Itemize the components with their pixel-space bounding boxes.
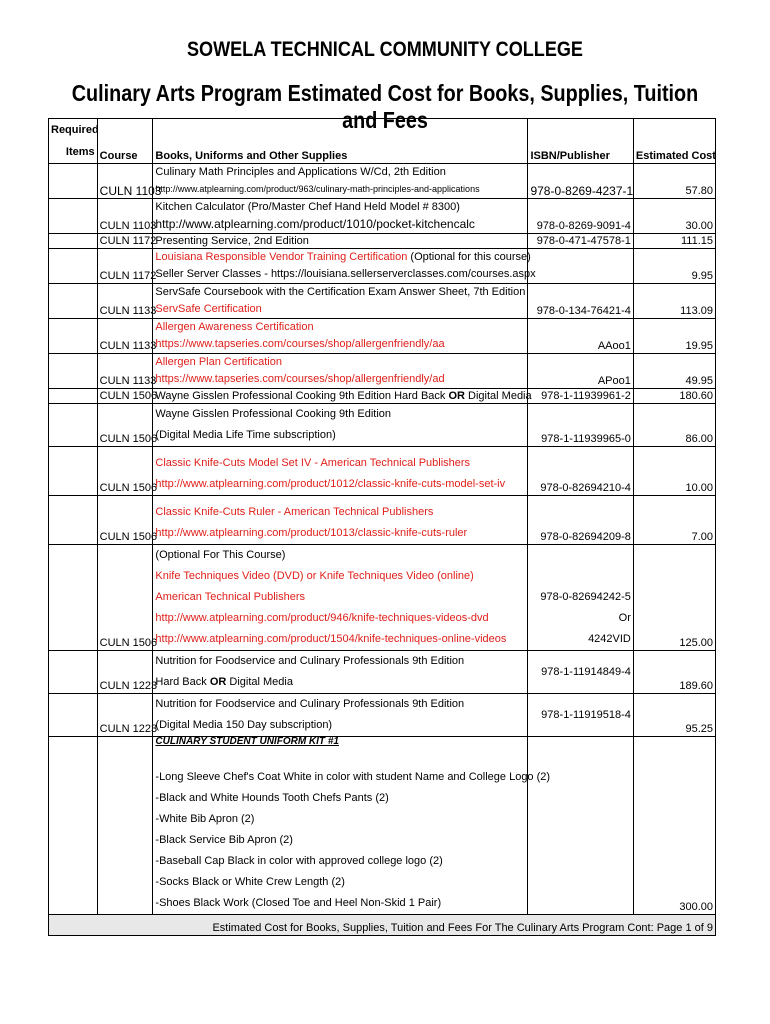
course-code: CULN 1103 [97,164,153,199]
isbn: 978-0-82694210-4 [528,447,633,496]
table-row [49,496,716,545]
isbn: 978-0-471-47578-1 [528,234,633,249]
isbn: 978-0-82694242-5 [540,591,631,603]
table-row [49,737,716,915]
header-required: Required [51,124,99,136]
course-code: CULN 1133 [97,319,153,354]
cost: 189.60 [633,651,715,694]
cost: 19.95 [633,319,715,354]
list-item: -Socks Black or White Crew Length (2) [155,876,345,888]
isbn: 978-0-82694209-8 [528,496,633,545]
item-title: Nutrition for Foodservice and Culinary Professionals 9th Edition [155,655,465,667]
isbn: 978-1-11919518-4 [528,694,633,737]
item-title: Allergen Awareness Certification [155,321,314,333]
college-title: SOWELA TECHNICAL COMMUNITY COLLEGE [186,38,583,61]
footer-row [49,915,716,936]
table-row [49,199,716,234]
header-items: Items [65,146,95,158]
item-link[interactable]: https://www.tapseries.com/courses/shop/allergenfriendly/ad [155,373,445,385]
list-item: -Black Service Bib Apron (2) [155,834,293,846]
item-link[interactable]: Seller Server Classes - https://louisiana.sellerserverclasses.com/courses.aspx [155,268,536,280]
item-title: Nutrition for Foodservice and Culinary Professionals 9th Edition [155,698,465,710]
item-title: Presenting Service, 2nd Edition [153,234,528,249]
list-item: -Long Sleeve Chef's Coat White in color with student Name and College Logo (2) [155,771,551,783]
item-link[interactable]: http://www.atplearning.com/product/1010/pocket-kitchencalc [155,217,475,231]
item-title: Wayne Gisslen Professional Cooking 9th Edition [155,408,392,420]
table-row [49,319,716,354]
table-header-row [49,119,716,164]
list-item: -Black and White Hounds Tooth Chefs Pants (2) [155,792,389,804]
table-row [49,404,716,447]
table-row [49,234,716,249]
cost: 113.09 [633,284,715,319]
isbn: AAoo1 [528,319,633,354]
table-row [49,694,716,737]
item-title: Wayne Gisslen Professional Cooking 9th Edition Hard Back OR Digital Media [153,389,528,404]
table-row [49,164,716,199]
item-subtitle: (Digital Media 150 Day subscription) [155,719,333,731]
table-row [49,651,716,694]
page-footer: Estimated Cost for Books, Supplies, Tuition and Fees For The Culinary Arts Program Cont: Page 1 of 9 [49,915,716,936]
document-title: Culinary Arts Program Estimated Cost for Books, Supplies, Tuition and Fees [71,80,699,133]
course-code: CULN 1506 [97,389,153,404]
isbn: APoo1 [528,354,633,389]
item-link[interactable]: https://www.tapseries.com/courses/shop/allergenfriendly/aa [155,338,445,350]
item-format: Hard Back OR Digital Media [155,676,293,688]
table-row [49,545,716,651]
course-code: CULN 1133 [97,284,153,319]
item-link[interactable]: http://www.atplearning.com/product/1012/classic-knife-cuts-model-set-iv [155,478,506,490]
item-title: ServSafe Coursebook with the Certification Exam Answer Sheet, 7th Edition [155,286,526,298]
course-code: CULN 1506 [97,447,153,496]
item-title: Allergen Plan Certification [155,356,282,368]
header-books: Books, Uniforms and Other Supplies [153,119,528,164]
item-title: Culinary Math Principles and Applications W/Cd, 2th Edition [155,166,446,178]
table-row [49,447,716,496]
list-item: -Baseball Cap Black in color with approved college logo (2) [155,855,443,867]
course-code: CULN 1506 [97,545,153,651]
list-item: -Shoes Black Work (Closed Toe and Heel Non-Skid 1 Pair) [155,897,442,909]
cost: 57.80 [633,164,715,199]
isbn: 978-0-134-76421-4 [528,284,633,319]
isbn: 978-1-11939965-0 [528,404,633,447]
table-row [49,249,716,284]
cost: 49.95 [633,354,715,389]
course-code: CULN 1103 [97,199,153,234]
course-code: CULN 1172 [97,234,153,249]
course-code: CULN 1172 [97,249,153,284]
item-title: Classic Knife-Cuts Ruler - American Technical Publishers [155,506,434,518]
cost: 300.00 [633,737,715,915]
isbn: 978-0-8269-4237-1 [528,164,633,199]
isbn: 978-1-11914849-4 [528,651,633,694]
isbn: 4242VID [588,633,631,645]
item-link[interactable]: http://www.atplearning.com/product/1504/knife-techniques-online-videos [155,633,507,645]
table-row [49,284,716,319]
cost: 7.00 [633,496,715,545]
cost: 30.00 [633,199,715,234]
cost: 180.60 [633,389,715,404]
item-note: (Optional For This Course) [155,549,286,561]
header-course: Course [97,119,153,164]
cost: 10.00 [633,447,715,496]
item-note: (Optional for this course) [407,251,531,263]
course-code: CULN 1506 [97,496,153,545]
course-code: CULN 1223 [97,651,153,694]
item-publisher: American Technical Publishers [155,591,305,603]
uniform-kit-heading: CULINARY STUDENT UNIFORM KIT #1 [155,736,339,747]
item-link[interactable]: http://www.atplearning.com/product/1013/classic-knife-cuts-ruler [155,527,468,539]
course-code: CULN 1133 [97,354,153,389]
cost: 125.00 [633,545,715,651]
header-cost: Estimated Cost [633,119,715,164]
item-title-red[interactable]: Louisiana Responsible Vendor Training Certification [155,251,408,263]
list-item: -White Bib Apron (2) [155,813,255,825]
table-row [49,354,716,389]
isbn: 978-1-11939961-2 [528,389,633,404]
header-isbn: ISBN/Publisher [528,119,633,164]
item-title: Knife Techniques Video (DVD) or Knife Techniques Video (online) [155,570,474,582]
item-subtitle: (Digital Media Life Time subscription) [155,429,336,441]
item-title: Classic Knife-Cuts Model Set IV - American Technical Publishers [155,457,471,469]
cost-table [48,118,716,936]
isbn [528,249,633,284]
item-link[interactable]: http://www.atplearning.com/product/946/knife-techniques-videos-dvd [155,612,489,624]
isbn-or: Or [618,612,631,624]
cost: 86.00 [633,404,715,447]
cost: 111.15 [633,234,715,249]
item-link[interactable]: http://www.atplearning.com/product/963/culinary-math-principles-and-applications [155,184,480,194]
cost: 9.95 [633,249,715,284]
item-title: Kitchen Calculator (Pro/Master Chef Hand Held Model # 8300) [155,201,460,213]
cost: 95.25 [633,694,715,737]
isbn: 978-0-8269-9091-4 [528,199,633,234]
course-code: CULN 1506 [97,404,153,447]
table-row [49,389,716,404]
item-link[interactable]: ServSafe Certification [155,303,262,315]
course-code: CULN 1223 [97,694,153,737]
